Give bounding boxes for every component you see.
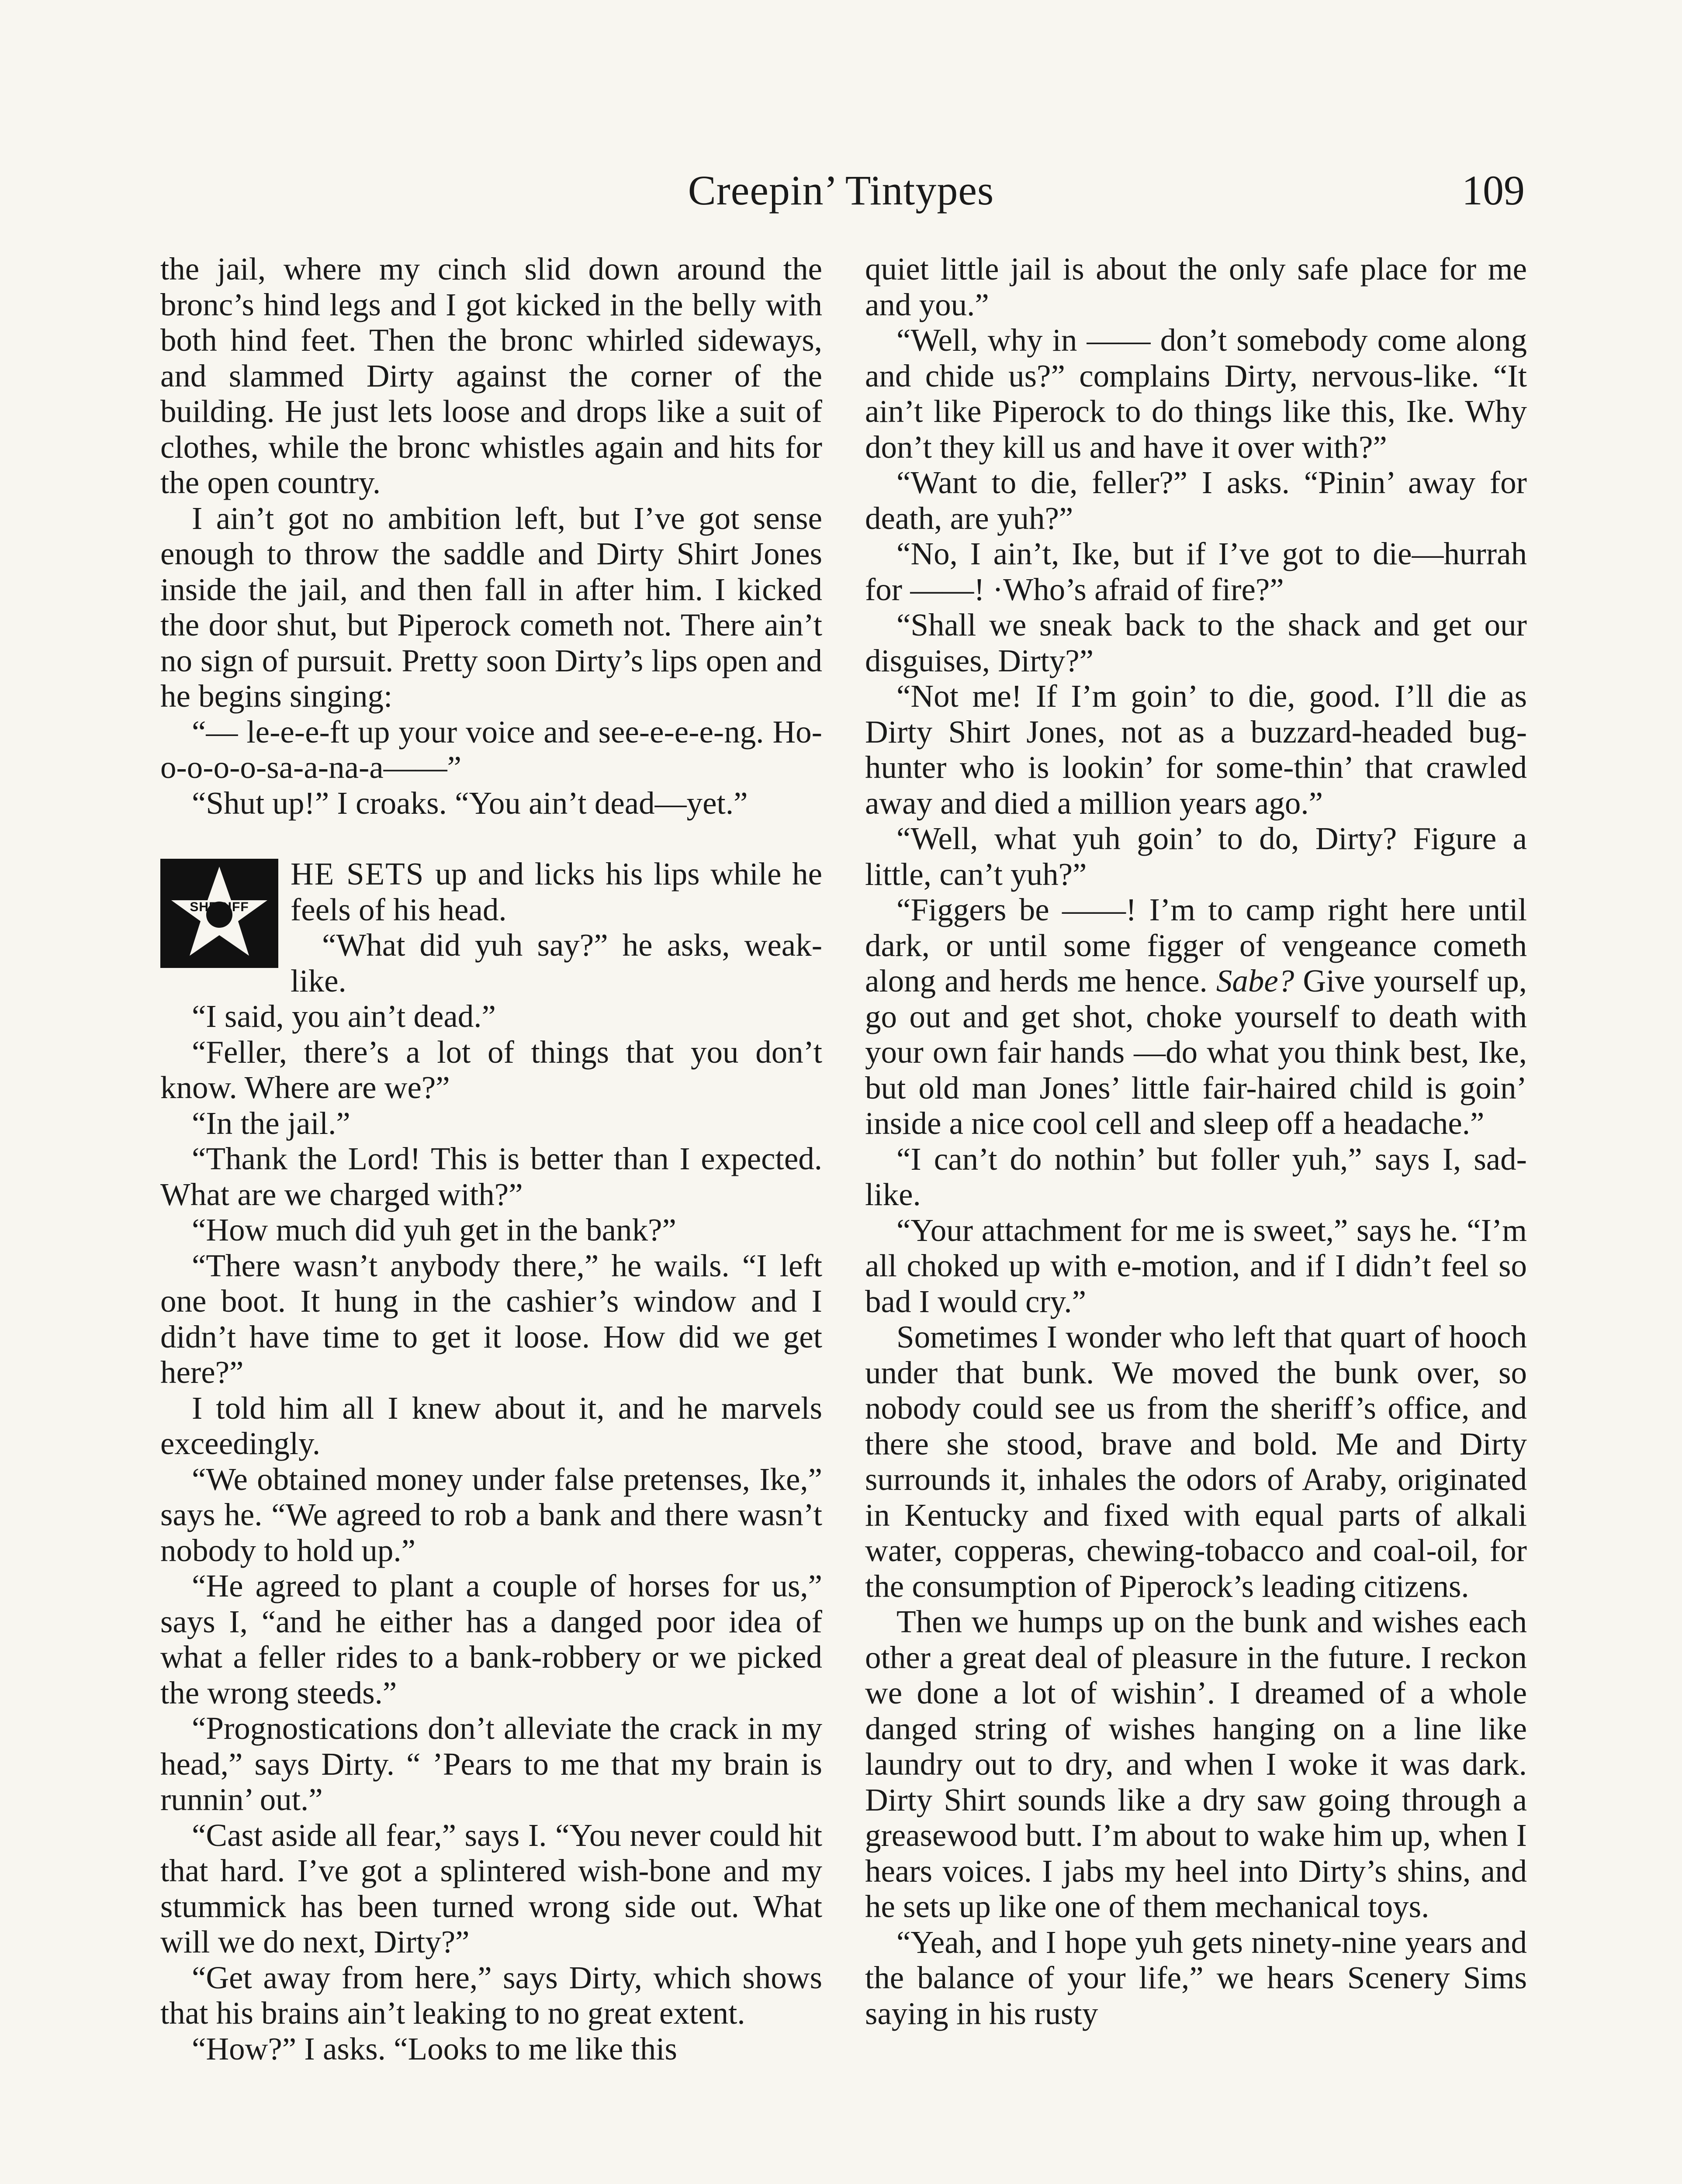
paragraph: “There wasn’t anybody there,” he wails. “I left one boot. It hung in the cashier’s window and I didn’t have time to get it loose. How did we get here?” xyxy=(160,1248,822,1390)
paragraph: “Prognostications don’t alleviate the crack in my head,” says Dirty. “ ’Pears to me that my brain is runnin’ out.” xyxy=(160,1711,822,1817)
paragraph: “Thank the Lord! This is better than I expected. What are we charged with?” xyxy=(160,1141,822,1212)
paragraph: “I can’t do nothin’ but foller yuh,” says I, sad-like. xyxy=(865,1141,1527,1212)
page-number: 109 xyxy=(1462,167,1525,214)
paragraph: “In the jail.” xyxy=(192,1105,350,1141)
left-column xyxy=(160,251,822,2067)
paragraph: “No, I ain’t, Ike, but if I’ve got to die—hurrah for ——! ·Who’s afraid of fire?” xyxy=(865,536,1527,607)
paragraph-text: “Figgers be ——! I’m to camp right here until dark, or until some figger of vengeance cometh along and herds me hence. xyxy=(865,892,1527,999)
badge-label: SHERIFF xyxy=(190,900,249,914)
paragraph: I told him all I knew about it, and he marvels exceedingly. xyxy=(160,1390,822,1461)
page-header xyxy=(0,166,1682,218)
paragraph: “Want to die, feller?” I asks. “Pinin’ away for death, are yuh?” xyxy=(865,465,1527,536)
paragraph: the jail, where my cinch slid down around the bronc’s hind legs and I got kicked in the belly with both hind feet. Then the bronc whirled sideways, and slammed Dirty against the corner of the building. He just lets loose and drops like a suit of clothes, while the bronc whistles again and hits for the open country. xyxy=(160,251,822,500)
paragraph: “Well, why in —— don’t somebody come along and chide us?” complains Dirty, nervous-like. “It ain’t like Piperock to do things like this, Ike. Why don’t they kill us and have it over with?” xyxy=(865,322,1527,465)
paragraph: “We obtained money under false pretenses, Ike,” says he. “We agreed to rob a bank and there wasn’t nobody to hold up.” xyxy=(160,1461,822,1568)
paragraph: quiet little jail is about the only safe place for me and you.” xyxy=(865,251,1527,322)
paragraph: “Shall we sneak back to the shack and get our disguises, Dirty?” xyxy=(865,607,1527,678)
paragraph: “What did yuh say?” he asks, weak-like. xyxy=(291,927,822,999)
section-opening xyxy=(160,856,822,999)
paragraph: “Cast aside all fear,” says I. “You never could hit that hard. I’ve got a splintered wish-bone and my stummick has been turned wrong side out. What will we do next, Dirty?” xyxy=(160,1817,822,1959)
paragraph xyxy=(865,892,1527,1141)
paragraph: “— le-e-e-ft up your voice and see-e-e-e-ng. Ho-o-o-o-o-sa-a-na-a——” xyxy=(160,714,822,785)
paragraph: “How much did yuh get in the bank?” xyxy=(192,1212,676,1248)
paragraph: “Get away from here,” says Dirty, which shows that his brains ain’t leaking to no great extent. xyxy=(160,1959,822,2031)
paragraph: I ain’t got no ambition left, but I’ve got sense enough to throw the saddle and Dirty Shirt Jones inside the jail, and then fall in after him. I kicked the door shut, but Piperock cometh not. There ain’t no sign of pursuit. Pretty soon Dirty’s lips open and he begins singing: xyxy=(160,500,822,714)
paragraph: “Your attachment for me is sweet,” says he. “I’m all choked up with e-motion, and if I didn’t feel so bad I would cry.” xyxy=(865,1212,1527,1319)
section-break xyxy=(160,821,822,856)
paragraph: Then we humps up on the bunk and wishes each other a great deal of pleasure in the future. I reckon we done a lot of wishin’. I dreamed of a whole danged string of wishes hanging on a line like laundry out to dry, and when I woke it was dark. Dirty Shirt sounds like a dry saw going through a greasewood butt. I’m about to wake him up, when I hears voices. I jabs my heel into Dirty’s shins, and he sets up like one of them mechanical toys. xyxy=(865,1604,1527,1924)
paragraph: “I said, you ain’t dead.” xyxy=(192,999,496,1034)
paragraph: “Shut up!” I croaks. “You ain’t dead—yet.” xyxy=(192,785,748,821)
right-column xyxy=(865,251,1527,2031)
paragraph: “Not me! If I’m goin’ to die, good. I’ll die as Dirty Shirt Jones, not as a buzzard-headed bug-hunter who is lookin’ for some-thin’ that crawled away and died a million years ago.” xyxy=(865,678,1527,821)
running-title: Creepin’ Tintypes xyxy=(688,167,994,214)
paragraph: “Yeah, and I hope yuh gets ninety-nine years and the balance of your life,” we hears Scenery Sims saying in his rusty xyxy=(865,1924,1527,2031)
paragraph: “How?” I asks. “Looks to me like this xyxy=(192,2031,677,2067)
paragraph-text: Give yourself up, go out and get shot, choke yourself to death with your own fair hands —do what you think best, Ike, but old man Jones’ little fair-haired child is goin’ inside a nice cool cell and sleep off a headache.” xyxy=(865,963,1527,1141)
paragraph: “He agreed to plant a couple of horses for us,” says I, “and he either has a danged poor idea of what a feller rides to a bank-robbery or we picked the wrong steeds.” xyxy=(160,1568,822,1711)
paragraph: “Feller, there’s a lot of things that you don’t know. Where are we?” xyxy=(160,1034,822,1105)
italic-word: Sabe? xyxy=(1216,963,1294,999)
opening-caps: HE SETS xyxy=(291,856,425,892)
paragraph: “Well, what yuh goin’ to do, Dirty? Figure a little, can’t yuh?” xyxy=(865,821,1527,892)
paragraph-text: up and licks his lips while he feels of his head. xyxy=(291,856,822,927)
paragraph: Sometimes I wonder who left that quart of hooch under that bunk. We moved the bunk over, so nobody could see us from the sheriff’s office, and there she stood, brave and bold. Me and Dirty surrounds it, inhales the odors of Araby, originated in Kentucky and fixed with equal parts of alkali water, copperas, chewing-tobacco and coal-oil, for the consumption of Piperock’s leading citizens. xyxy=(865,1319,1527,1604)
sheriff-badge-icon xyxy=(160,859,278,968)
